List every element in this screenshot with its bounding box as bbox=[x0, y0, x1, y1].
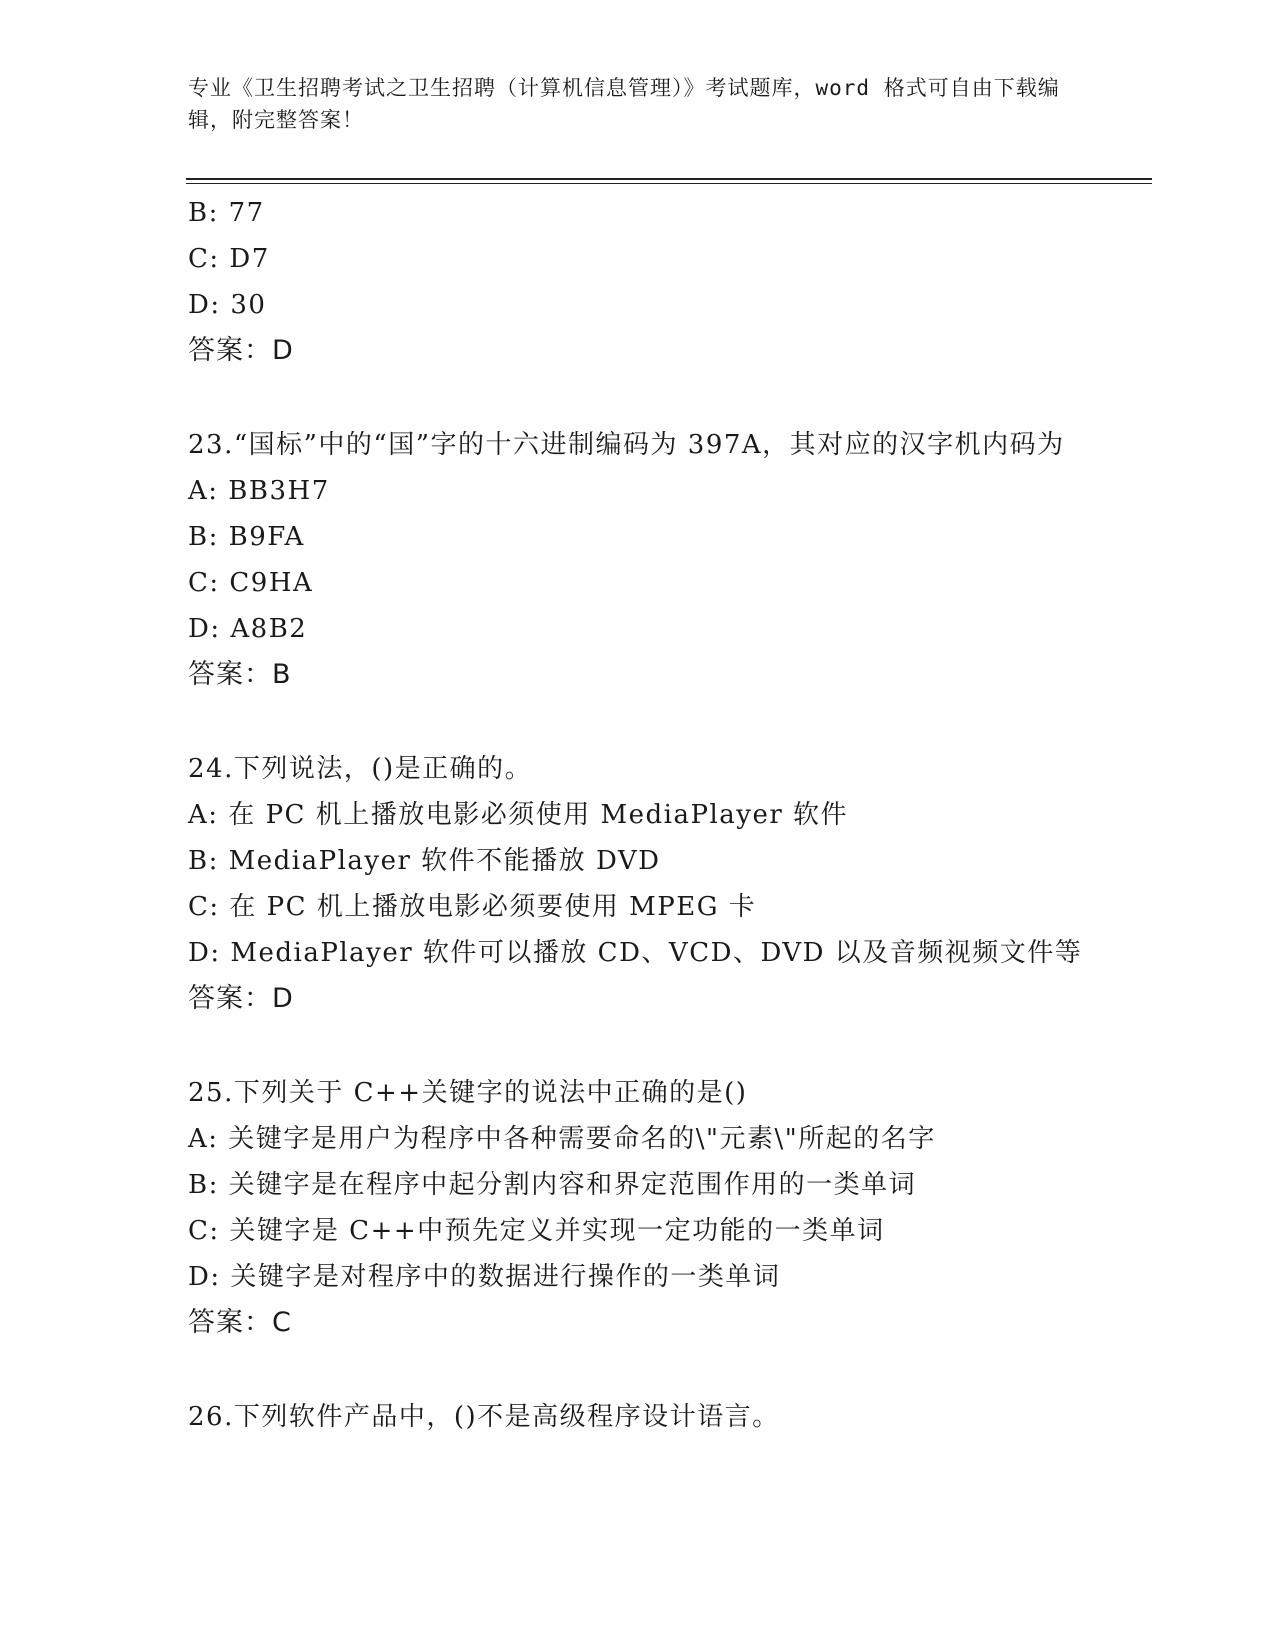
option-d: D: MediaPlayer 软件可以播放 CD、VCD、DVD 以及音频视频文件等 bbox=[188, 938, 1083, 968]
question-text: 25.下列关于 C++关键字的说法中正确的是() bbox=[188, 1078, 748, 1108]
option-c: C: D7 bbox=[188, 244, 270, 274]
option-c: C: 关键字是 C++中预先定义并实现一定功能的一类单词 bbox=[188, 1216, 885, 1246]
option-b: B: 关键字是在程序中起分割内容和界定范围作用的一类单词 bbox=[188, 1170, 917, 1200]
option-a: A: 在 PC 机上播放电影必须使用 MediaPlayer 软件 bbox=[188, 800, 849, 830]
option-a: A: 关键字是用户为程序中各种需要命名的\"元素\"所起的名字 bbox=[188, 1124, 936, 1154]
question-text: 24.下列说法，()是正确的。 bbox=[188, 754, 533, 784]
option-b: B: B9FA bbox=[188, 522, 305, 552]
header-divider bbox=[186, 178, 1152, 180]
option-c: C: C9HA bbox=[188, 568, 314, 598]
answer-line: 答案：D bbox=[188, 335, 294, 366]
option-b: B: 77 bbox=[188, 198, 265, 228]
option-b: B: MediaPlayer 软件不能播放 DVD bbox=[188, 846, 661, 876]
question-26 bbox=[188, 1394, 1088, 1440]
question-22-remainder bbox=[188, 190, 1088, 374]
question-23 bbox=[188, 422, 1088, 698]
question-24 bbox=[188, 746, 1088, 1022]
question-text: 23.“国标”中的“国”字的十六进制编码为 397A，其对应的汉字机内码为 bbox=[188, 430, 1065, 460]
answer-line: 答案：B bbox=[188, 659, 292, 690]
question-25 bbox=[188, 1070, 1088, 1346]
answer-line: 答案：D bbox=[188, 983, 294, 1014]
option-d: D: 30 bbox=[188, 290, 267, 320]
question-text: 26.下列软件产品中，()不是高级程序设计语言。 bbox=[188, 1402, 780, 1432]
page-header: 专业《卫生招聘考试之卫生招聘（计算机信息管理）》考试题库，word 格式可自由下载编辑，附完整答案！ bbox=[188, 76, 1060, 132]
option-c: C: 在 PC 机上播放电影必须要使用 MPEG 卡 bbox=[188, 892, 757, 922]
option-d: D: A8B2 bbox=[188, 614, 308, 644]
header-divider-thin bbox=[186, 183, 1152, 184]
option-a: A: BB3H7 bbox=[188, 476, 330, 506]
question-list bbox=[188, 190, 1088, 1440]
option-d: D: 关键字是对程序中的数据进行操作的一类单词 bbox=[188, 1262, 781, 1292]
answer-line: 答案：C bbox=[188, 1307, 292, 1338]
